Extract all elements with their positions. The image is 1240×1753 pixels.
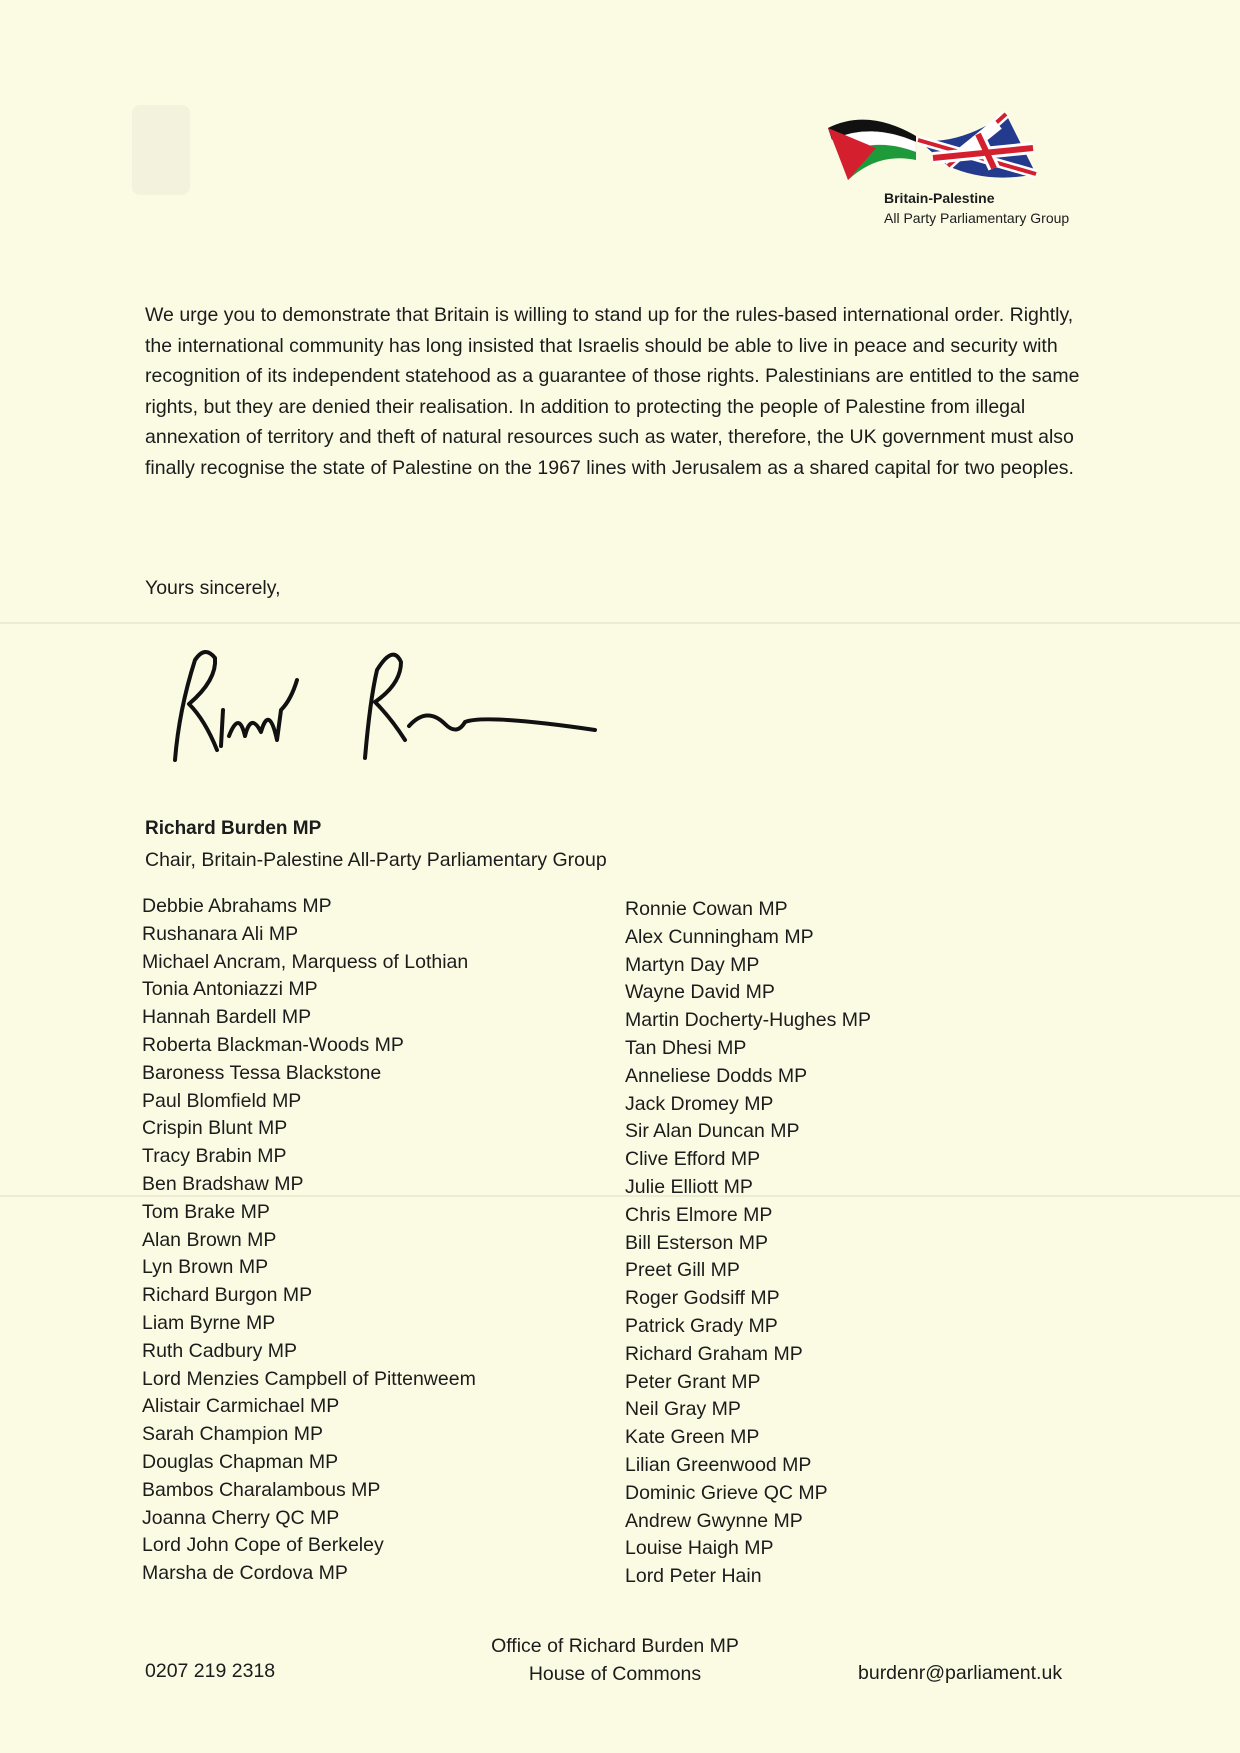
embossed-crest: [132, 105, 190, 195]
signatory-name: Martyn Day MP: [625, 953, 760, 976]
closing-salutation: Yours sincerely,: [145, 577, 281, 599]
signatories-right-column: [625, 896, 871, 1591]
signatory-name: Tom Brake MP: [142, 1200, 270, 1223]
signatory-name: Jack Dromey MP: [625, 1092, 774, 1115]
signer-role: Chair, Britain-Palestine All-Party Parliamentary Group: [145, 849, 607, 871]
signatory-name: Chris Elmore MP: [625, 1203, 773, 1226]
signatory-name: Lord Menzies Campbell of Pittenweem: [142, 1367, 476, 1390]
footer-office: [420, 1632, 810, 1688]
signatory-name: Clive Efford MP: [625, 1148, 761, 1171]
signer-name: Richard Burden MP: [145, 818, 322, 839]
signatory-name: Lilian Greenwood MP: [625, 1453, 812, 1476]
signatory-name: Michael Ancram, Marquess of Lothian: [142, 950, 469, 973]
footer-phone: 0207 219 2318: [145, 1660, 276, 1682]
paper-fold: [0, 622, 1240, 624]
signatory-name: Roger Godsiff MP: [625, 1287, 780, 1310]
signatory-name: Joanna Cherry QC MP: [142, 1506, 340, 1529]
signatory-name: Bambos Charalambous MP: [142, 1478, 381, 1501]
signatory-name: Preet Gill MP: [625, 1259, 740, 1282]
logo-title: Britain-Palestine: [884, 190, 995, 206]
signatory-name: Peter Grant MP: [625, 1370, 761, 1393]
signatory-name: Crispin Blunt MP: [142, 1117, 288, 1140]
signatory-name: Ronnie Cowan MP: [625, 898, 788, 920]
signatory-name: Rushanara Ali MP: [142, 922, 299, 945]
footer-email: burdenr@parliament.uk: [858, 1662, 1063, 1684]
signatory-name: Anneliese Dodds MP: [625, 1064, 808, 1087]
footer-office-line2: House of Commons: [528, 1663, 702, 1685]
signatory-name: Patrick Grady MP: [625, 1314, 778, 1337]
signatory-name: Wayne David MP: [625, 981, 775, 1004]
signatory-name: Dominic Grieve QC MP: [625, 1481, 828, 1504]
signatory-name: Louise Haigh MP: [625, 1537, 774, 1560]
signatory-name: Debbie Abrahams MP: [142, 895, 332, 917]
signatory-name: Bill Esterson MP: [625, 1231, 769, 1254]
letter-paragraph: We urge you to demonstrate that Britain is willing to stand up for the rules-based international order. Rightly, the international community has long insisted that Israelis should be able to live in peace and security with recognition of its independent statehood as a guarantee of those rights. Palestinians are entitled to the same rights, but they are denied their realisation. In addition to protecting the people of Palestine from illegal annexation of territory and theft of natural resources such as water, therefore, the UK government must also finally recognise the state of Palestine on the 1967 lines with Jerusalem as a shared capital for two peoples.: [145, 304, 1080, 479]
signatories-left-column: [142, 893, 476, 1588]
signatory-name: Andrew Gwynne MP: [625, 1509, 803, 1532]
flags-icon: [818, 108, 1048, 188]
signatory-name: Tan Dhesi MP: [625, 1036, 747, 1059]
signatory-name: Kate Green MP: [625, 1426, 760, 1449]
signatory-name: Tracy Brabin MP: [142, 1145, 287, 1168]
signatory-name: Marsha de Cordova MP: [142, 1562, 348, 1585]
signatory-name: Alan Brown MP: [142, 1228, 277, 1251]
signatory-name: Alistair Carmichael MP: [142, 1395, 340, 1418]
signatory-name: Richard Graham MP: [625, 1342, 803, 1365]
signatory-name: Baroness Tessa Blackstone: [142, 1061, 382, 1084]
signatory-name: Ben Bradshaw MP: [142, 1172, 304, 1195]
signatory-name: Roberta Blackman-Woods MP: [142, 1033, 404, 1056]
signatory-name: Neil Gray MP: [625, 1398, 741, 1421]
footer-office-line1: Office of Richard Burden MP: [491, 1635, 739, 1657]
signatory-name: Lord Peter Hain: [625, 1565, 762, 1588]
signatory-name: Julie Elliott MP: [625, 1175, 753, 1198]
appg-logo: [818, 108, 1098, 228]
logo-subtitle: All Party Parliamentary Group: [884, 210, 1070, 226]
signatory-name: Douglas Chapman MP: [142, 1450, 339, 1473]
signatory-name: Alex Cunningham MP: [625, 925, 814, 948]
signatory-name: Paul Blomfield MP: [142, 1089, 302, 1112]
signatory-name: Liam Byrne MP: [142, 1311, 276, 1334]
signatory-name: Lyn Brown MP: [142, 1256, 269, 1279]
signatory-name: Martin Docherty-Hughes MP: [625, 1009, 871, 1032]
signatory-name: Tonia Antoniazzi MP: [142, 978, 318, 1001]
signatory-name: Sir Alan Duncan MP: [625, 1120, 800, 1143]
signatory-name: Sarah Champion MP: [142, 1423, 324, 1446]
signatory-name: Lord John Cope of Berkeley: [142, 1534, 384, 1557]
signatory-name: Ruth Cadbury MP: [142, 1339, 297, 1362]
signatory-name: Richard Burgon MP: [142, 1284, 313, 1307]
handwritten-signature: [165, 640, 605, 780]
signatory-name: Hannah Bardell MP: [142, 1006, 312, 1029]
